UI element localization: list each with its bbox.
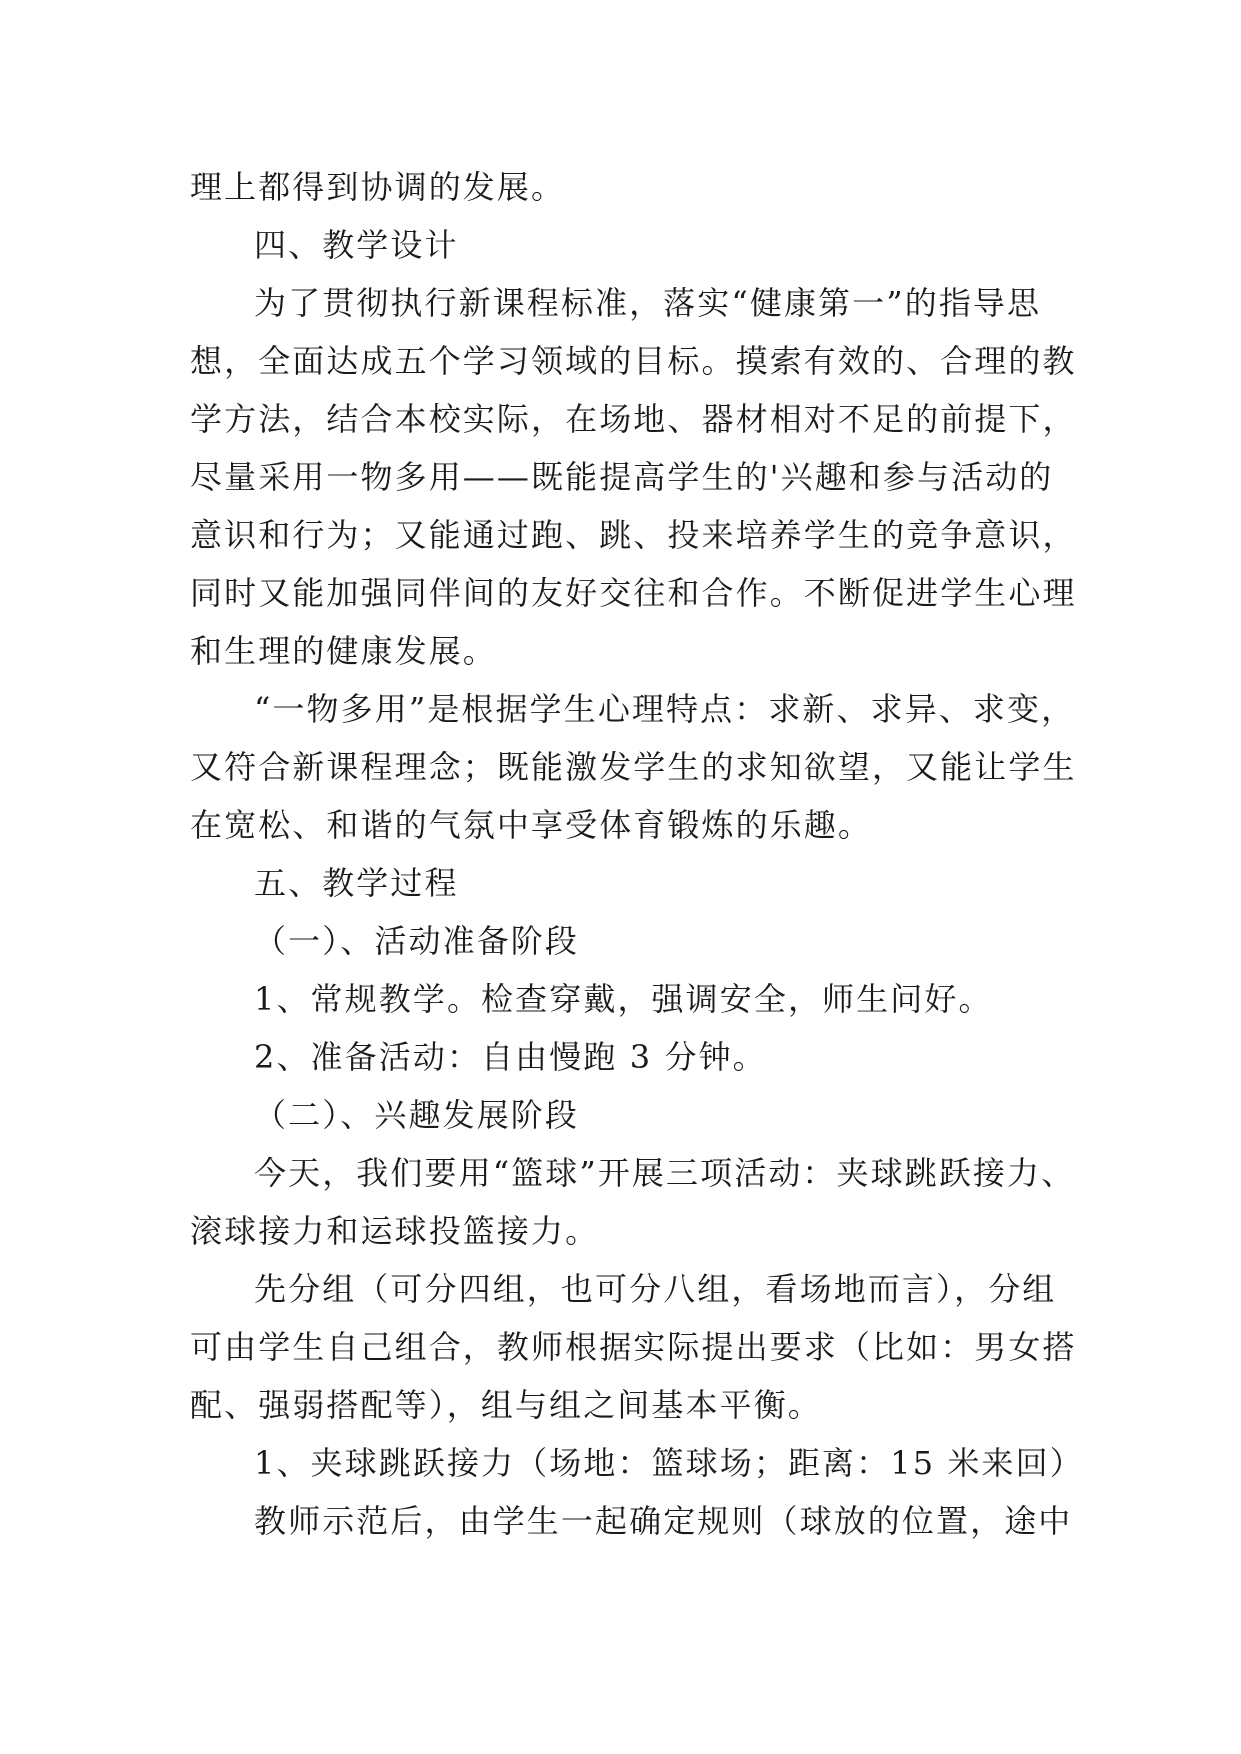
text-line-11: 又符合新课程理念；既能激发学生的求知欲望，又能让学生 <box>190 748 1077 786</box>
text-line-5: 学方法，结合本校实际，在场地、器材相对不足的前提下， <box>190 400 1077 438</box>
text-line-20: 先分组（可分四组，也可分八组，看场地而言），分组 <box>254 1270 1057 1308</box>
text-line-3: 为了贯彻执行新课程标准，落实“健康第一”的指导思 <box>254 284 1042 322</box>
list-item-relay: 1、夹球跳跃接力（场地：篮球场；距离：15 米来回） <box>254 1444 1084 1482</box>
text-line-8: 同时又能加强同伴间的友好交往和合作。不断促进学生心理 <box>190 574 1077 612</box>
section-heading-teaching-design: 四、教学设计 <box>254 226 459 264</box>
section-heading-teaching-process: 五、教学过程 <box>254 864 459 902</box>
text-line-21: 可由学生自己组合，教师根据实际提出要求（比如：男女搭 <box>190 1328 1077 1366</box>
subsection-heading-preparation: （一）、活动准备阶段 <box>254 922 580 960</box>
text-line-19: 滚球接力和运球投篮接力。 <box>190 1212 600 1250</box>
text-line-18: 今天，我们要用“篮球”开展三项活动：夹球跳跃接力、 <box>254 1154 1076 1192</box>
text-line-6: 尽量采用一物多用——既能提高学生的'兴趣和参与活动的 <box>190 458 1054 496</box>
text-line-1: 理上都得到协调的发展。 <box>190 168 566 206</box>
text-line-4: 想，全面达成五个学习领域的目标。摸索有效的、合理的教 <box>190 342 1077 380</box>
text-line-10: “一物多用”是根据学生心理特点：求新、求异、求变， <box>254 690 1076 728</box>
subsection-heading-interest: （二）、兴趣发展阶段 <box>254 1096 580 1134</box>
text-line-12: 在宽松、和谐的气氛中享受体育锻炼的乐趣。 <box>190 806 873 844</box>
text-line-7: 意识和行为；又能通过跑、跳、投来培养学生的竞争意识， <box>190 516 1077 554</box>
list-item-warmup: 2、准备活动：自由慢跑 3 分钟。 <box>254 1038 767 1076</box>
text-line-22: 配、强弱搭配等），组与组之间基本平衡。 <box>190 1386 822 1424</box>
text-line-24: 教师示范后，由学生一起确定规则（球放的位置，途中 <box>254 1502 1073 1540</box>
list-item-routine: 1、常规教学。检查穿戴，强调安全，师生问好。 <box>254 980 993 1018</box>
text-line-9: 和生理的健康发展。 <box>190 632 497 670</box>
document-page <box>190 158 1084 1550</box>
